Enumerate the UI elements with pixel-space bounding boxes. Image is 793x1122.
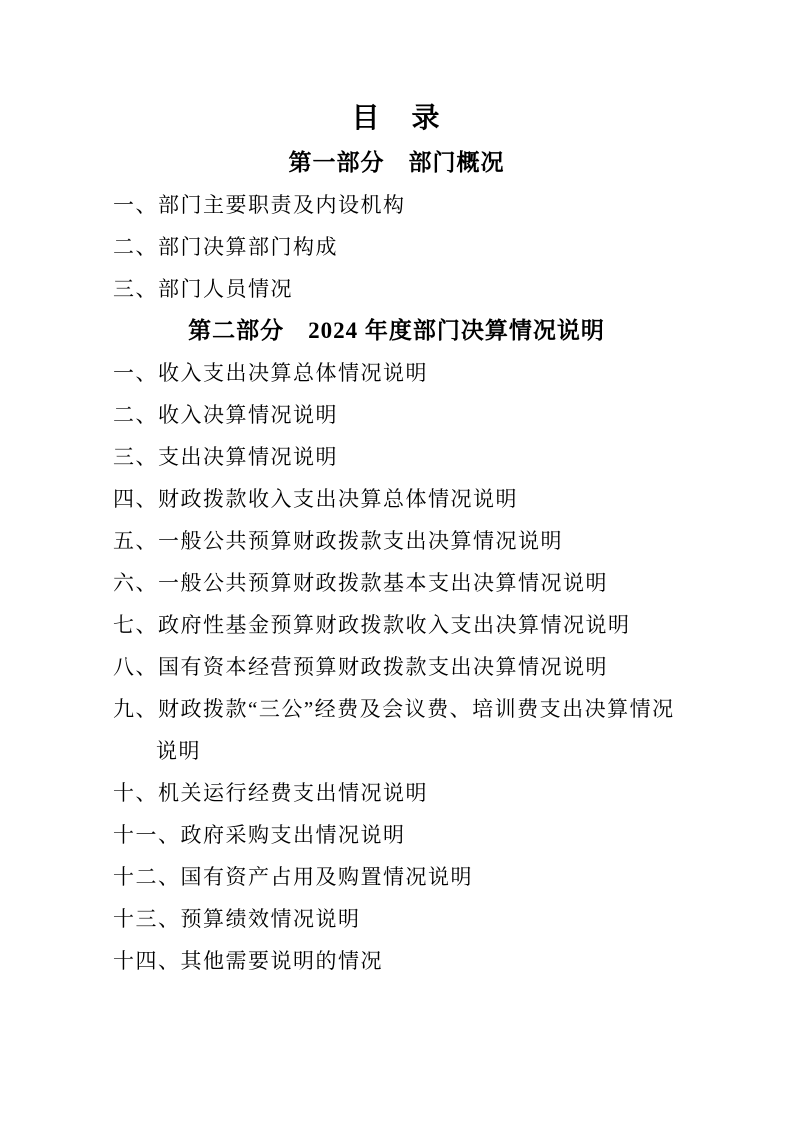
toc-item-part2-9: 九、财政拨款“三公”经费及会议费、培训费支出决算情况 [113,697,675,721]
toc-item-part2-6: 六、一般公共预算财政拨款基本支出决算情况说明 [113,571,608,595]
section-heading-part1: 第一部分 部门概况 [288,150,505,175]
toc-item-part2-10: 十、机关运行经费支出情况说明 [113,781,428,805]
toc-item-part2-12: 十二、国有资产占用及购置情况说明 [113,865,473,889]
toc-item-part1-1: 一、部门主要职责及内设机构 [113,193,406,217]
toc-item-part2-14: 十四、其他需要说明的情况 [113,949,383,973]
toc-item-part2-7: 七、政府性基金预算财政拨款收入支出决算情况说明 [113,613,631,637]
toc-item-part2-4: 四、财政拨款收入支出决算总体情况说明 [113,487,518,511]
page-title: 目 录 [351,103,442,134]
section-heading-part2: 第二部分 2024 年度部门决算情况说明 [188,318,605,343]
toc-item-part1-3: 三、部门人员情况 [113,277,293,301]
toc-item-part2-11: 十一、政府采购支出情况说明 [113,823,406,847]
toc-item-part2-5: 五、一般公共预算财政拨款支出决算情况说明 [113,529,563,553]
toc-item-part2-2: 二、收入决算情况说明 [113,403,338,427]
toc-item-part2-9-continuation: 说明 [156,739,201,763]
toc-item-part2-8: 八、国有资本经营预算财政拨款支出决算情况说明 [113,655,608,679]
toc-item-part2-13: 十三、预算绩效情况说明 [113,907,361,931]
toc-item-part2-3: 三、支出决算情况说明 [113,445,338,469]
toc-item-part1-2: 二、部门决算部门构成 [113,235,338,259]
toc-item-part2-1: 一、收入支出决算总体情况说明 [113,361,428,385]
